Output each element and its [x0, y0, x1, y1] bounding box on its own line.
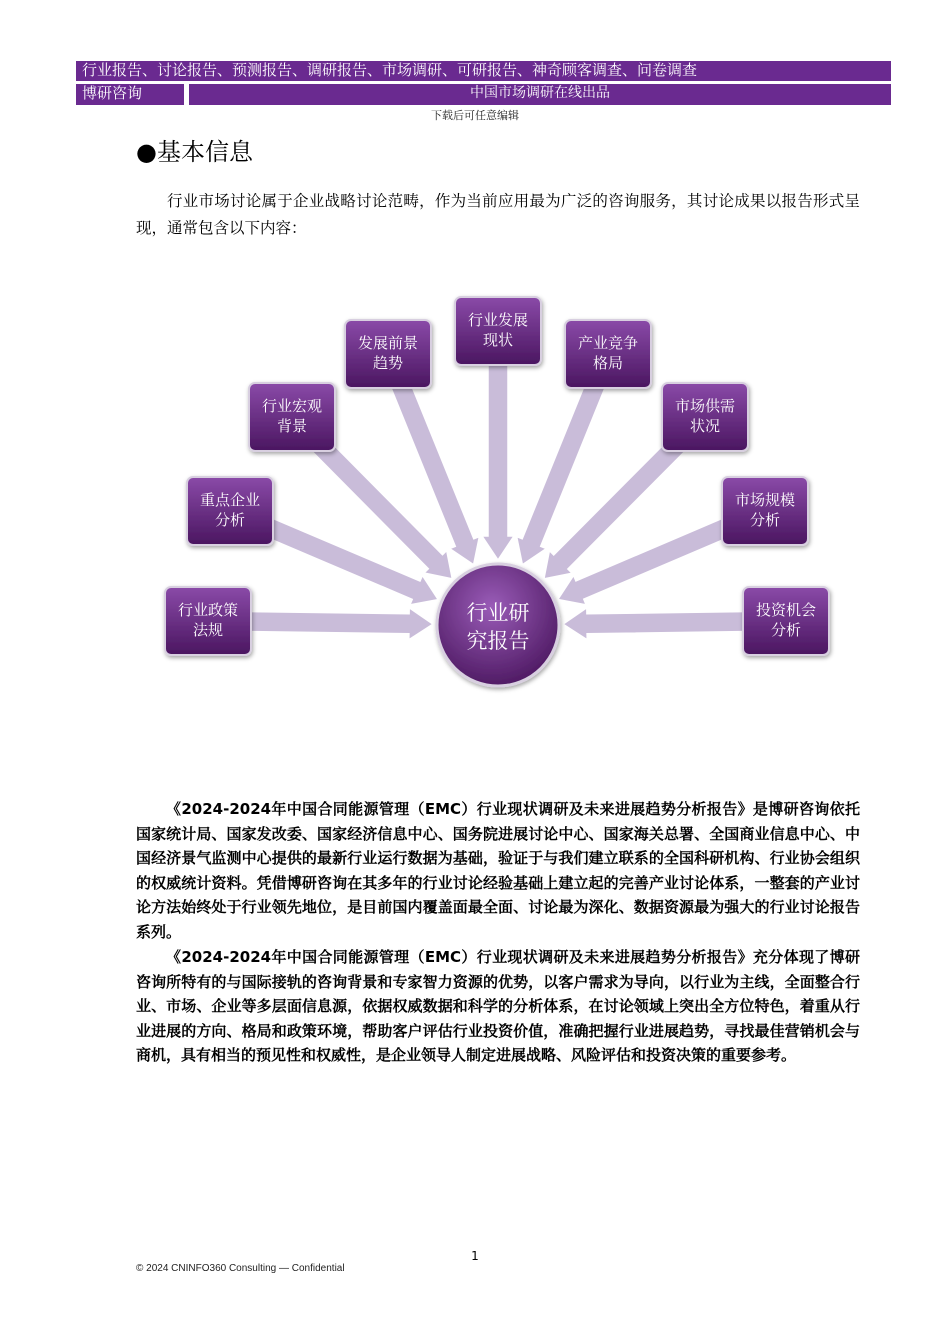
diagram-node-label: 市场供需 [674, 397, 736, 415]
diagram-node [662, 383, 748, 451]
header-publisher-label: 中国市场调研在线出品 [189, 84, 891, 105]
center-label-line-2: 究报告 [466, 629, 530, 653]
diagram-center-node [437, 564, 559, 686]
diagram-node-label: 背景 [276, 417, 308, 435]
diagram-node-label: 状况 [689, 417, 721, 435]
diagram-node-label: 重点企业 [199, 491, 261, 509]
diagram-arrow [563, 608, 758, 640]
diagram-node-label: 市场规模 [734, 491, 796, 509]
diagram-node-label: 投资机会 [755, 601, 817, 619]
header-top-bar: 行业报告、讨论报告、预测报告、调研报告、市场调研、可研报告、神奇顾客调查、问卷调查 [76, 61, 891, 81]
section-heading: ●基本信息 [136, 138, 253, 166]
diagram-node-label: 现状 [482, 331, 514, 349]
center-label-line-1: 行业研 [466, 601, 530, 625]
diagram-node [455, 297, 541, 365]
diagram-node [165, 587, 251, 655]
diagram-node-label: 分析 [749, 511, 781, 529]
intro-paragraph: 行业市场讨论属于企业战略讨论范畴，作为当前应用最为广泛的咨询服务，其讨论成果以报告形式呈现，通常包含以下内容： [136, 192, 860, 237]
body-paragraph-2: 《2024-2024年中国合同能源管理（EMC）行业现状调研及未来进展趋势分析报告》充分体现了博研咨询所特有的与国际接轨的咨询背景和专家智力资源的优势，以客户需求为导向，以行业为主线，全面整合行业、市场、企业等多层面信息源，依据权威数据和科学的分析体系，在讨论领域上突出全方位特色，着重从行业进展的方向、格局和政策环境，帮助客户评估行业投资价值，准确把握行业进展趋势，寻找最佳营销机会与商机，具有相当的预见性和权威性，是企业领导人制定进展战略、风险评估和投资决策的重要参考。 [136, 948, 860, 1065]
diagram-node-label: 行业政策 [177, 601, 239, 619]
diagram-node [565, 320, 651, 388]
diagram-node-label: 行业发展 [467, 311, 529, 329]
diagram-node [743, 587, 829, 655]
header-brand-label: 博研咨询 [76, 84, 184, 105]
body-paragraph-1: 《2024-2024年中国合同能源管理（EMC）行业现状调研及未来进展趋势分析报告》是博研咨询依托国家统计局、国家发改委、国家经济信息中心、国务院进展讨论中心、国家海关总署、全国商业信息中心、中国经济景气监测中心提供的最新行业运行数据为基础，验证于与我们建立联系的全国科研机构、行业协会组织的权威统计资料。凭借博研咨询在其多年的行业讨论经验基础上建立起的完善产业讨论体系，一整套的产业讨论方法始终处于行业领先地位，是目前国内覆盖面最全面、讨论最为深化、数据资源最为强大的行业讨论报告系列。 [136, 800, 860, 941]
diagram-node-label: 趋势 [372, 354, 404, 372]
diagram-arrow [482, 359, 514, 560]
diagram-arrow [236, 608, 433, 640]
report-contents-diagram [160, 290, 870, 700]
diagram-node-label: 法规 [192, 621, 224, 639]
diagram-node-label: 格局 [592, 354, 624, 372]
diagram-node-label: 发展前景 [357, 334, 419, 352]
diagram-node-label: 产业竞争 [577, 334, 639, 352]
diagram-node-label: 分析 [214, 511, 246, 529]
page-number: 1 [471, 1249, 479, 1263]
diagram-node [187, 477, 273, 545]
diagram-node [722, 477, 808, 545]
footer-copyright: © 2024 CNINFO360 Consulting — Confidential [136, 1263, 345, 1274]
diagram-node [249, 383, 335, 451]
diagram-node-label: 行业宏观 [261, 397, 323, 415]
edit-note: 下载后可任意编辑 [431, 109, 519, 122]
diagram-node-label: 分析 [770, 621, 802, 639]
diagram-node [345, 320, 431, 388]
